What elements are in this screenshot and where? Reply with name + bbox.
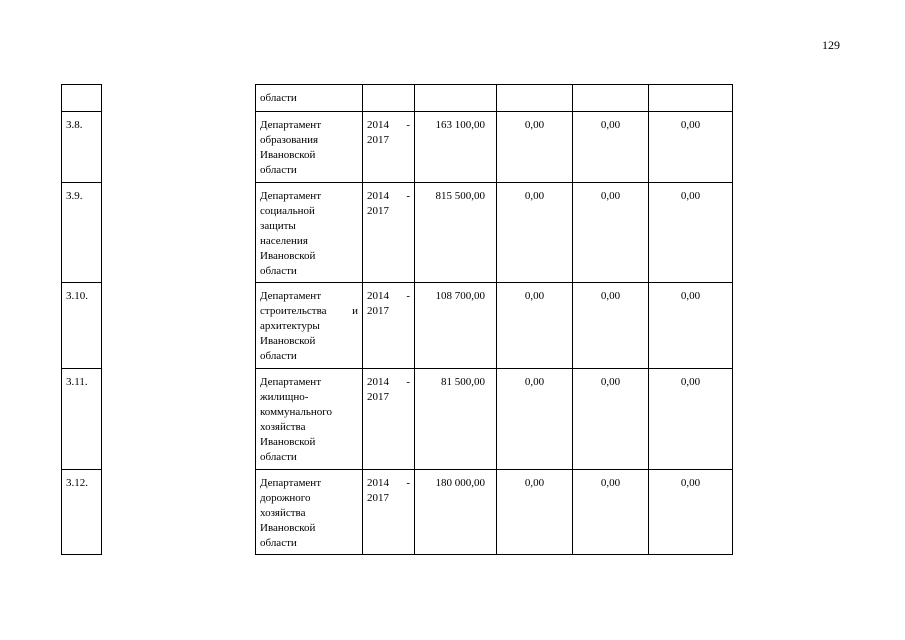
period-cell — [363, 283, 415, 369]
table-row — [62, 85, 733, 112]
amount-cell: 81 500,00 — [415, 369, 497, 470]
table-row — [62, 283, 733, 369]
value-cell: 0,00 — [497, 112, 573, 183]
org-line: Департамент — [260, 290, 322, 302]
value-cell: 0,00 — [573, 183, 649, 283]
value-cell: 0,00 — [497, 369, 573, 470]
amount-cell — [415, 85, 497, 112]
value-cell — [649, 85, 733, 112]
value-cell: 0,00 — [649, 112, 733, 183]
value-cell: 0,00 — [497, 283, 573, 369]
period-dash: - — [406, 477, 410, 489]
period-end: 2017 — [367, 305, 389, 317]
value-cell: 0,00 — [497, 183, 573, 283]
org-line: хозяйства — [260, 507, 306, 519]
org-cell — [256, 85, 363, 112]
row-number: 3.11. — [62, 369, 102, 470]
org-line: населения — [260, 235, 308, 247]
row-number: 3.9. — [62, 183, 102, 283]
value-cell: 0,00 — [497, 470, 573, 555]
table-row — [62, 470, 733, 555]
org-word: строительства — [260, 305, 327, 317]
org-cell — [256, 369, 363, 470]
org-cell — [256, 183, 363, 283]
amount-cell: 180 000,00 — [415, 470, 497, 555]
org-cell — [256, 470, 363, 555]
org-line: Департамент — [260, 477, 322, 489]
org-line: Ивановской — [260, 149, 316, 161]
period-cell — [363, 112, 415, 183]
value-cell: 0,00 — [573, 369, 649, 470]
period-cell — [363, 369, 415, 470]
org-line: хозяйства — [260, 421, 306, 433]
org-cell — [256, 112, 363, 183]
org-text: области — [260, 92, 297, 104]
table-row — [62, 369, 733, 470]
amount-cell: 108 700,00 — [415, 283, 497, 369]
period-start: 2014 — [367, 119, 389, 131]
org-line: Ивановской — [260, 335, 316, 347]
period-start: 2014 — [367, 290, 389, 302]
row-number: 3.10. — [62, 283, 102, 369]
period-cell — [363, 470, 415, 555]
table-row — [62, 112, 733, 183]
org-line: области — [260, 537, 297, 549]
num-cell — [62, 85, 102, 112]
amount-cell: 163 100,00 — [415, 112, 497, 183]
spacer-cell — [102, 470, 256, 555]
period-end: 2017 — [367, 492, 389, 504]
period-cell — [363, 85, 415, 112]
spacer-cell — [102, 112, 256, 183]
amount-cell: 815 500,00 — [415, 183, 497, 283]
spacer-cell — [102, 369, 256, 470]
row-number: 3.8. — [62, 112, 102, 183]
value-cell: 0,00 — [573, 112, 649, 183]
org-line — [260, 304, 358, 319]
org-line: защиты — [260, 220, 296, 232]
period-start: 2014 — [367, 477, 389, 489]
org-conjunction: и — [352, 305, 358, 317]
budget-table — [61, 84, 733, 555]
period-end: 2017 — [367, 205, 389, 217]
value-cell — [573, 85, 649, 112]
org-line: Департамент — [260, 119, 322, 131]
value-cell: 0,00 — [573, 283, 649, 369]
org-line: Департамент — [260, 376, 322, 388]
value-cell — [497, 85, 573, 112]
org-cell — [256, 283, 363, 369]
spacer-cell — [102, 85, 256, 112]
period-dash: - — [406, 376, 410, 388]
spacer-cell — [102, 283, 256, 369]
org-line: области — [260, 451, 297, 463]
row-number: 3.12. — [62, 470, 102, 555]
value-cell: 0,00 — [649, 283, 733, 369]
org-line: архитектуры — [260, 320, 320, 332]
period-cell — [363, 183, 415, 283]
org-line: области — [260, 350, 297, 362]
org-line: коммунального — [260, 406, 332, 418]
value-cell: 0,00 — [573, 470, 649, 555]
period-end: 2017 — [367, 391, 389, 403]
value-cell: 0,00 — [649, 369, 733, 470]
org-line: жилищно- — [260, 391, 309, 403]
org-line: Ивановской — [260, 522, 316, 534]
period-dash: - — [406, 290, 410, 302]
org-line: области — [260, 164, 297, 176]
org-line: социальной — [260, 205, 315, 217]
org-line: области — [260, 265, 297, 277]
period-end: 2017 — [367, 134, 389, 146]
org-line: Ивановской — [260, 250, 316, 262]
org-line: образования — [260, 134, 319, 146]
org-line: Департамент — [260, 190, 322, 202]
org-line: Ивановской — [260, 436, 316, 448]
period-dash: - — [406, 190, 410, 202]
period-start: 2014 — [367, 376, 389, 388]
spacer-cell — [102, 183, 256, 283]
value-cell: 0,00 — [649, 470, 733, 555]
table-row — [62, 183, 733, 283]
org-line: дорожного — [260, 492, 311, 504]
period-start: 2014 — [367, 190, 389, 202]
page-number: 129 — [822, 38, 840, 52]
period-dash: - — [406, 119, 410, 131]
value-cell: 0,00 — [649, 183, 733, 283]
